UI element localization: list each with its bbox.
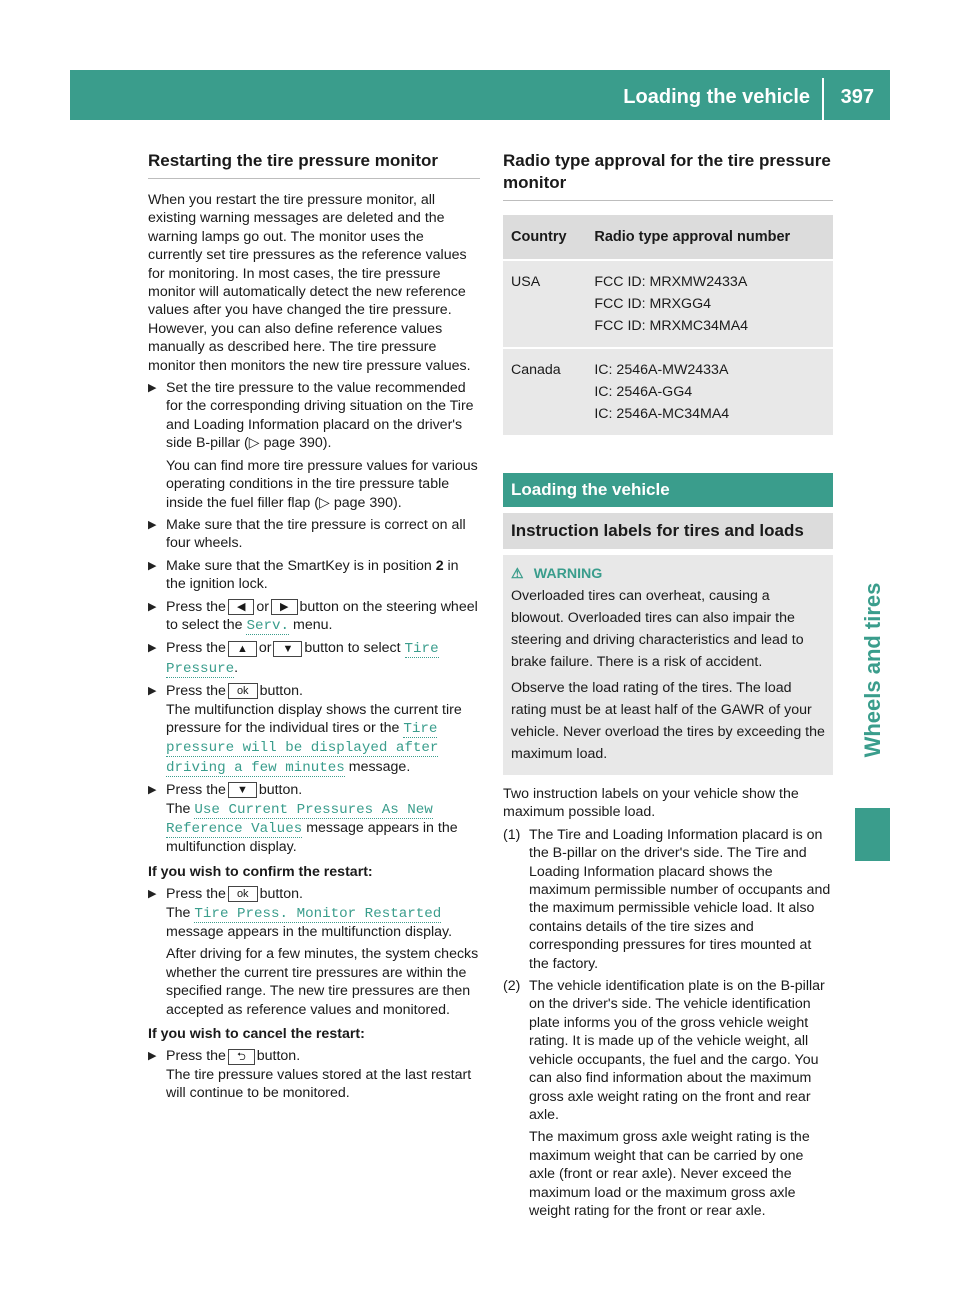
display-message: Use Current Pressures As New Reference Values [166, 801, 433, 837]
section-bar: Loading the vehicle [503, 473, 833, 507]
approval-table [503, 213, 833, 437]
left-arrow-key-icon: ◀ [228, 599, 254, 615]
display-message: Tire pressure will be displayed after driving a few minutes [166, 720, 439, 776]
table-row [503, 261, 833, 347]
ids-cell: IC: 2546A-MW2433A IC: 2546A-GG4 IC: 2546A-MC34MA4 [586, 349, 833, 435]
list-item-note: The maximum gross axle weight rating is the maximum weight that can be carried by one axle (front or rear axle). Never exceed the maximum load or the maximum gross axle weight rating for the front or rear axle. [529, 1129, 810, 1219]
labels-intro: Two instruction labels on your vehicle show the maximum possible load. [503, 786, 799, 821]
down-arrow-key-icon: ▼ [228, 782, 257, 798]
step: ▶ Press the ◀ or ▶ button on the steering wheel to select the Serv. menu. [148, 598, 480, 636]
subheading: If you wish to confirm the restart: [148, 863, 373, 880]
left-column [148, 150, 480, 1103]
header-title: Loading the vehicle [623, 86, 810, 108]
country-cell: Canada [503, 349, 586, 435]
back-key-icon: ⮌ [228, 1049, 255, 1065]
section-heading: Radio type approval for the tire pressure monitor [503, 151, 831, 192]
menu-name: Serv. [246, 617, 290, 634]
warning-triangle-icon: ⚠ [511, 566, 524, 582]
step: ▶ Set the tire pressure to the value recommended for the corresponding driving situation on the Tire and Loading Information placard on the driver's side B-pillar (▷ page 390). [148, 379, 480, 453]
ids-cell: FCC ID: MRXMW2433A FCC ID: MRXGG4 FCC ID: MRXMC34MA4 [586, 261, 833, 347]
divider [503, 200, 833, 201]
warning-box [503, 555, 833, 775]
step: ▶ Press the ok button. The Tire Press. Monitor Restarted message appears in the multifunction display. [148, 885, 480, 941]
warning-title: ⚠ WARNING [511, 563, 825, 585]
step: ▶ Press the ▼ button. The Use Current Pressures As New Reference Values message appears in the multifunction display. [148, 781, 480, 857]
list-item: (2) The vehicle identification plate is on the B-pillar on the driver's side. The vehicle identification plate informs you of the gross vehicle weight rating. It is made up of the vehicle weight, all vehicle occupants, the fuel and the cargo. You can also find information about the maximum gross axle weight rating on the front and rear axle. [503, 978, 825, 1123]
header-separator [822, 78, 824, 120]
page-header [70, 70, 890, 120]
down-arrow-key-icon: ▼ [273, 641, 302, 657]
warning-text: Observe the load rating of the tires. The load rating must be at least half of the GAWR of your vehicle. Never overload the tires by exceeding the maximum load. [511, 680, 825, 762]
step-note: After driving for a few minutes, the system checks whether the current tire pressures are within the specified range. The new tire pressures are then accepted as reference values and monitored. [166, 946, 479, 1018]
step: ▶ Press the ⮌ button. The tire pressure values stored at the last restart will continue to be monitored. [148, 1047, 480, 1102]
country-cell: USA [503, 261, 586, 347]
table-header-number: Radio type approval number [586, 215, 833, 259]
step-note: You can find more tire pressure values for various operating conditions in the tire pressure table inside the fuel filler flap (▷ page 390). [166, 457, 478, 511]
right-column [503, 150, 833, 1220]
right-arrow-key-icon: ▶ [271, 599, 297, 615]
step: ▶ Press the ok button. The multifunction display shows the current tire pressure for the individual tires or the Tire pressure will be displayed after driving a few minutes message. [148, 682, 480, 777]
side-tab-marker [855, 808, 890, 861]
step: ▶ Make sure that the SmartKey is in position 2 in the ignition lock. [148, 557, 480, 594]
list-item: (1) The Tire and Loading Information placard is on the B-pillar on the driver's side. The Tire and Loading Information placard shows the maximum permissible number of occupants and the maximum permissible vehicle load. It also contains details of the tire sizes and corresponding pressures for tires mounted at the factory. [503, 826, 831, 972]
subsection-bar: Instruction labels for tires and loads [503, 513, 833, 549]
divider [148, 178, 480, 179]
intro-paragraph: When you restart the tire pressure monitor, all existing warning messages are deleted and the warning lamps go out. The monitor uses the currently set tire pressures as the reference values for monitoring. In most cases, the tire pressure monitor will automatically detect the new reference values after you have changed the tire pressure. However, you can also define reference values manually as described here. The tire pressure monitor then monitors the new tire pressure values. [148, 192, 471, 374]
section-heading: Restarting the tire pressure monitor [148, 151, 439, 170]
side-tab-label: Wheels and tires [859, 582, 885, 758]
step: ▶ Make sure that the tire pressure is correct on all four wheels. [148, 516, 480, 553]
subheading: If you wish to cancel the restart: [148, 1026, 365, 1043]
table-header-country: Country [503, 215, 586, 259]
up-arrow-key-icon: ▲ [228, 641, 257, 657]
ok-key-icon: ok [228, 886, 258, 902]
ok-key-icon: ok [228, 683, 258, 699]
page-number: 397 [840, 86, 874, 108]
step: ▶ Press the ▲ or ▼ button to select Tire Pressure. [148, 639, 480, 678]
menu-item-name: Tire Pressure [166, 641, 439, 677]
display-message: Tire Press. Monitor Restarted [194, 905, 442, 922]
side-tab [855, 540, 890, 800]
warning-text: Overloaded tires can overheat, causing a blowout. Overloaded tires can also impair the steering and driving characteristics and lead to brake failure. There is a risk of accident. [511, 588, 804, 670]
table-row [503, 349, 833, 435]
